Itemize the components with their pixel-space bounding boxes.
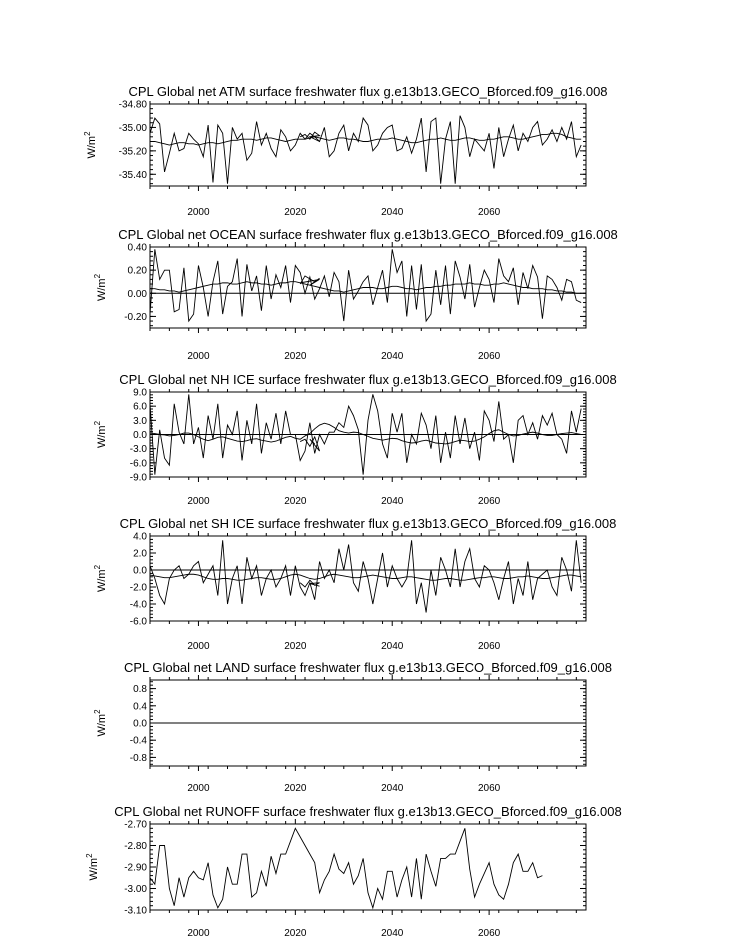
y-tick-label: 9.0 — [133, 387, 147, 399]
x-tick-label: 2020 — [284, 351, 307, 362]
y-tick-label: 0.0 — [133, 430, 147, 441]
x-tick-label: 2060 — [477, 928, 501, 939]
y-axis-label: $W/m^2$ — [83, 131, 98, 159]
y-tick-label: -3.10 — [124, 905, 147, 917]
y-axis-label: $W/m^2$ — [85, 853, 100, 881]
x-tick-label: 2060 — [477, 783, 501, 794]
x-tick-label: 2040 — [381, 351, 404, 362]
x-tick-label: 2000 — [187, 641, 210, 652]
panel-6 — [85, 804, 622, 939]
y-tick-label: -34.80 — [118, 99, 147, 111]
y-tick-label: -6.0 — [129, 458, 147, 470]
panel-1 — [83, 84, 608, 218]
y-tick-label: -2.90 — [124, 862, 147, 874]
y-tick-label: 2.0 — [133, 548, 147, 560]
y-tick-label: -6.0 — [129, 616, 147, 628]
y-tick-label: -0.4 — [129, 735, 147, 747]
x-tick-label: 2040 — [381, 928, 404, 939]
x-tick-label: 2060 — [477, 207, 501, 218]
x-tick-label: 2060 — [477, 351, 501, 362]
y-tick-label: -35.40 — [118, 169, 147, 181]
y-tick-label: 0.0 — [133, 718, 147, 730]
y-tick-label: 6.0 — [133, 401, 147, 413]
y-tick-label: -0.8 — [129, 752, 147, 764]
x-tick-label: 2020 — [284, 783, 307, 794]
x-tick-label: 2000 — [187, 207, 210, 218]
x-tick-label: 2000 — [187, 351, 210, 362]
x-tick-label: 2060 — [477, 496, 501, 507]
y-tick-label: 0.4 — [133, 701, 147, 713]
panel-title: CPL Global net SH ICE surface freshwater flux g.e13b13.GECO_Bforced.f09_g16.008 — [119, 516, 617, 531]
panel-4 — [93, 516, 616, 652]
y-tick-label: 0.0 — [133, 565, 147, 577]
x-tick-label: 2000 — [187, 928, 210, 939]
y-tick-label: -2.80 — [124, 841, 147, 852]
panel-title: CPL Global net RUNOFF surface freshwater flux g.e13b13.GECO_Bforced.f09_g16.008 — [114, 804, 622, 819]
panel-3 — [93, 372, 617, 507]
y-tick-label: 0.20 — [127, 265, 147, 277]
y-tick-label: -9.0 — [129, 472, 147, 484]
y-tick-label: 3.0 — [133, 415, 147, 427]
y-tick-label: -2.0 — [129, 582, 147, 594]
y-tick-label: 0.40 — [127, 242, 147, 254]
x-tick-label: 2040 — [381, 641, 404, 652]
plot-frame — [150, 824, 586, 910]
plot-frame — [150, 104, 586, 186]
y-tick-label: -3.0 — [129, 444, 147, 456]
series-1-line — [150, 828, 542, 908]
panel-title: CPL Global net OCEAN surface freshwater flux g.e13b13.GECO_Bforced.f09_g16.008 — [118, 227, 618, 242]
x-tick-label: 2020 — [284, 496, 307, 507]
x-tick-label: 2040 — [381, 783, 404, 794]
panel-title: CPL Global net ATM surface freshwater flux g.e13b13.GECO_Bforced.f09_g16.008 — [128, 84, 608, 99]
series-1-line — [150, 249, 581, 321]
series-1-line — [150, 116, 581, 184]
y-axis-label: $W/m^2$ — [93, 709, 108, 737]
y-axis-label: $W/m^2$ — [93, 564, 108, 593]
overlap-segment — [300, 437, 319, 451]
panel-title: CPL Global net NH ICE surface freshwater flux g.e13b13.GECO_Bforced.f09_g16.008 — [119, 372, 617, 387]
panel-2 — [93, 227, 618, 362]
x-tick-label: 2000 — [187, 496, 210, 507]
y-tick-label: -3.00 — [124, 884, 147, 895]
x-tick-label: 2020 — [284, 207, 307, 218]
y-tick-label: 0.8 — [133, 684, 147, 696]
y-tick-label: -4.0 — [129, 599, 147, 611]
panel-title: CPL Global net LAND surface freshwater flux g.e13b13.GECO_Bforced.f09_g16.008 — [123, 660, 613, 675]
x-tick-label: 2020 — [284, 928, 307, 939]
y-tick-label: -0.20 — [124, 311, 147, 323]
y-axis-label: $W/m^2$ — [93, 420, 108, 449]
y-tick-label: -35.20 — [118, 146, 147, 158]
x-tick-label: 2040 — [381, 496, 404, 507]
x-tick-label: 2020 — [284, 641, 307, 652]
y-tick-label: -35.00 — [118, 122, 147, 134]
y-tick-label: 0.00 — [127, 288, 147, 300]
y-tick-label: 4.0 — [133, 531, 147, 543]
x-tick-label: 2060 — [477, 641, 501, 652]
panel-5 — [93, 660, 612, 794]
y-axis-label: $W/m^2$ — [93, 273, 108, 302]
x-tick-label: 2000 — [187, 783, 210, 794]
y-tick-label: -2.70 — [124, 819, 147, 831]
x-tick-label: 2040 — [381, 207, 404, 218]
